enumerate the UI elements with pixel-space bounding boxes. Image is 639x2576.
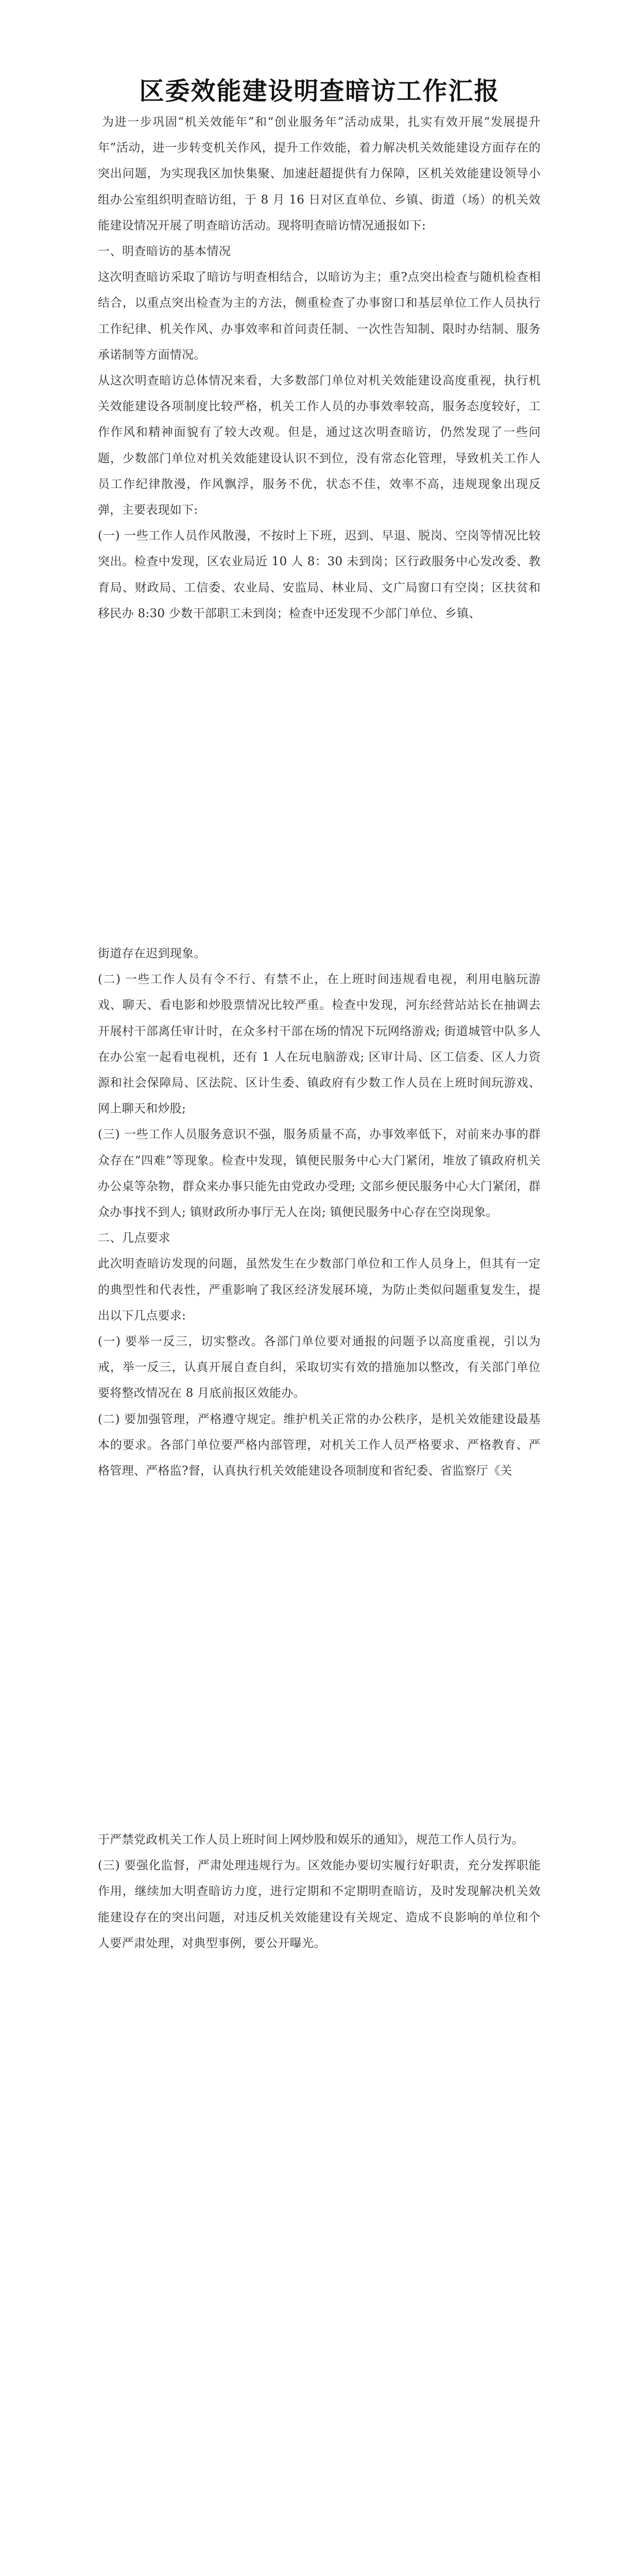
paragraph-issue-1: (一) 一些工作人员作风散漫，不按时上下班，迟到、早退、脱岗、空岗等情况比较突出。检查中发现，区农业局近 10 人 8：30 未到岗；区行政服务中心发改委、教育局、财政局、工信委、农业局、安监局、林业局、文广局窗口有空岗；区扶贫和移民办 8:30 少数干部职工未到岗；检查中还发现不少部门单位、乡镇、 — [98, 529, 541, 620]
paragraph-overall: 从这次明查暗访总体情况来看，大多数部门单位对机关效能建设高度重视，执行机关效能建设各项制度比较严格，机关工作人员的办事效率较高，服务态度较好，工作作风和精神面貌有了较大改观。但是，通过这次明查暗访，仍然发现了一些问题，少数部门单位对机关效能建设认识不到位，没有常态化管理，导致机关工作人员工作纪律散漫，作风飘浮，服务不优，状态不佳，效率不高，违规现象出现反弹，主要表现如下: — [98, 374, 541, 517]
paragraph-issue-2: (二) 一些工作人员有令不行、有禁不止，在上班时间违规看电视，利用电脑玩游戏、聊天、看电影和炒股票情况比较严重。检查中发现，河东经营站站长在抽调去开展村干部离任审计时，在众多村干部在场的情况下玩网络游戏; 街道城管中队多人在办公室一起看电视机，还有 1 人在玩电脑游戏; 区审计局、区工信委、区人力资源和社会保障局、区法院、区计生委、镇政府有少数工作人员在上班时间玩游戏、网上聊天和炒股; — [98, 973, 541, 1116]
intro-paragraph: 为进一步巩固“机关效能年”和“创业服务年”活动成果，扎实有效开展“发展提升年”活动，进一步转变机关作风，提升工作效能，着力解决机关效能建设方面存在的突出问题，为实现我区加快集聚、加速赶超提供有力保障，区机关效能建设领导小组办公室组织明查暗访组，于 8 月 16 日对区直单位、乡镇、街道（场）的机关效能建设情况开展了明查暗访活动。现将明查暗访情况通报如下: — [98, 115, 541, 232]
section-2 — [98, 941, 541, 1484]
section-1 — [98, 109, 541, 626]
page-title: 区委效能建设明查暗访工作汇报 — [139, 77, 500, 106]
paragraph-issue-1-cont: 街道存在迟到现象。 — [98, 947, 206, 960]
heading-basic-situation: 一、明查暗访的基本情况 — [98, 245, 231, 259]
section-3 — [98, 1827, 541, 1956]
paragraph-method: 这次明查暗访采取了暗访与明查相结合，以暗访为主；重?点突出检查与随机检查相结合，以重点突出检查为主的方法，侧重检查了办事窗口和基层单位工作人员执行工作纪律、机关作风、办事效率和首问责任制、一次性告知制、限时办结制、服务承诺制等方面情况。 — [98, 270, 541, 362]
paragraph-requirement-3: (三) 要强化监督，严肃处理违规行为。区效能办要切实履行好职责，充分发挥职能作用，继续加大明查暗访力度，进行定期和不定期明查暗访，及时发现解决机关效能建设存在的突出问题，对违反机关效能建设有关规定、造成不良影响的单位和个人要严肃处理，对典型事例，要公开曝光。 — [98, 1859, 541, 1950]
paragraph-requirement-2-cont: 于严禁党政机关工作人员上班时间上网炒股和娱乐的通知》，规范工作人员行为。 — [98, 1833, 524, 1846]
paragraph-requirements-intro: 此次明查暗访发现的问题，虽然发生在少数部门单位和工作人员身上，但其有一定的典型性和代表性，严重影响了我区经济发展环境，为防止类似问题重复发生，提出以下几点要求: — [98, 1257, 541, 1323]
paragraph-requirement-2: (二) 要加强管理，严格遵守规定。维护机关正常的办公秩序，是机关效能建设最基本的要求。各部门单位要严格内部管理，对机关工作人员严格要求、严格教育、严格管理、严格监?督，认真执行机关效能建设各项制度和省纪委、省监察厅《关 — [98, 1412, 541, 1478]
paragraph-requirement-1: (一) 要举一反三，切实整改。各部门单位要对通报的问题予以高度重视，引以为戒，举一反三，认真开展自查自纠，采取切实有效的措施加以整改，有关部门单位要将整改情况在 8 月底前报区效能办。 — [98, 1335, 541, 1400]
heading-requirements: 二、几点要求 — [98, 1231, 170, 1245]
paragraph-issue-3: (三) 一些工作人员服务意识不强，服务质量不高，办事效率低下，对前来办事的群众存在“四难”等现象。检查中发现，镇便民服务中心大门紧闭，堆放了镇政府机关办公桌等杂物，群众来办事只能先由党政办受理; 文部乡便民服务中心大门紧闭，群众办事找不到人; 镇财政所办事厅无人在岗; 镇便民服务中心存在空岗现象。 — [98, 1128, 541, 1219]
